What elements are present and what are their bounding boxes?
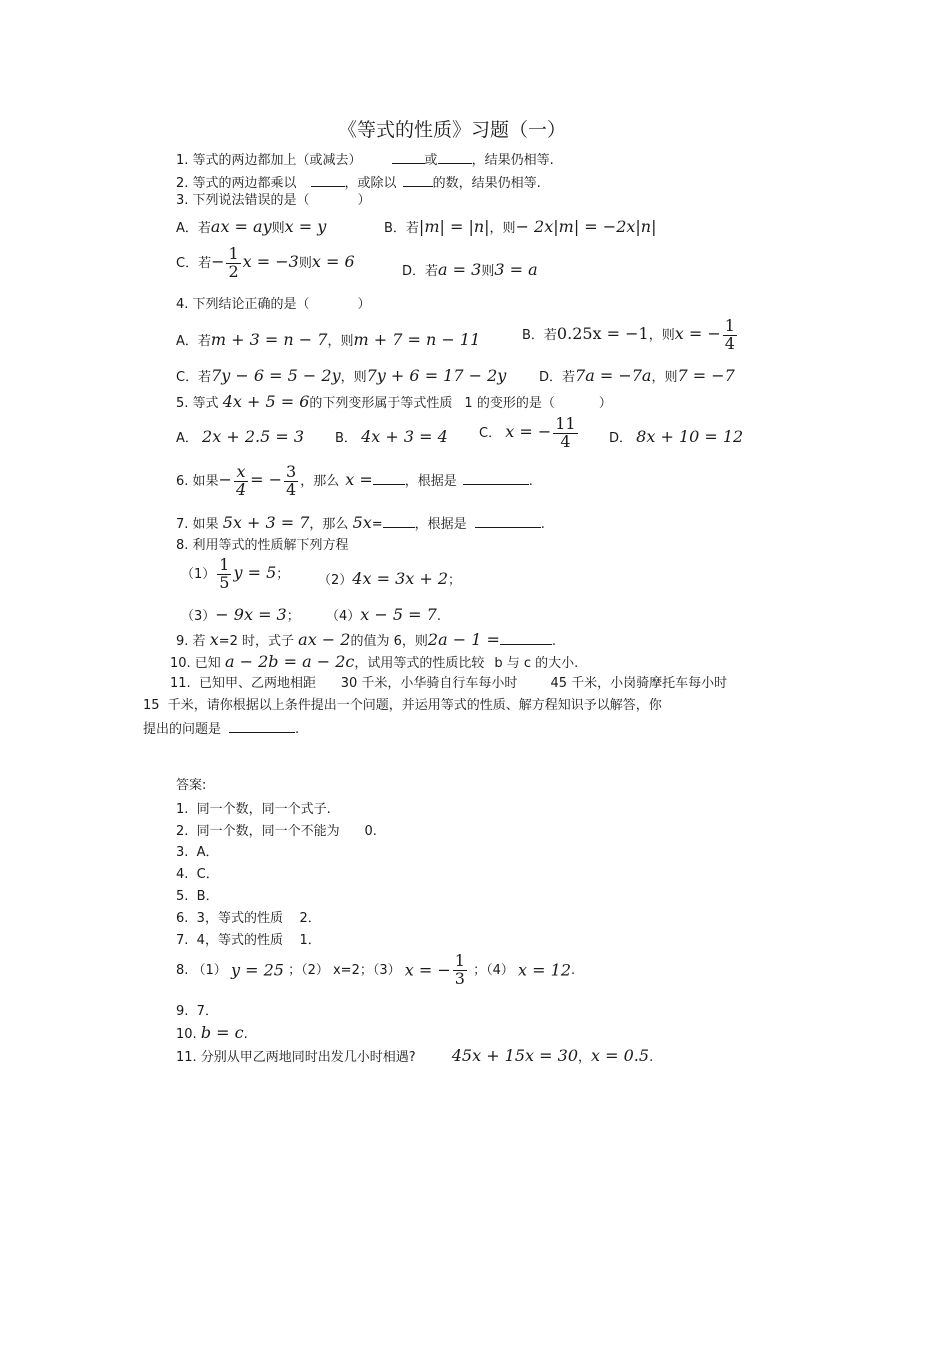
- q3-b-label: B．若: [384, 221, 419, 236]
- q5-option-a: [176, 429, 304, 445]
- q8-p1-denominator: 5: [219, 572, 230, 592]
- q4-c-then: ，则: [340, 370, 367, 385]
- question-4-stem: [176, 298, 371, 311]
- q4-stem-text: 4. 下列结论正确的是（: [176, 297, 310, 312]
- q6-text-c: ，根据是: [404, 473, 457, 489]
- q6-equals: = −: [250, 469, 283, 489]
- q5-c-lhs: x = −: [505, 421, 552, 441]
- q3-option-c: [176, 246, 355, 281]
- q5-d-expr: 8x + 10 = 12: [636, 427, 744, 446]
- a10-expr: b = c: [200, 1023, 244, 1042]
- q5-option-c: [479, 416, 580, 451]
- q6-fraction-1: [234, 464, 248, 499]
- q11-line-3: [143, 720, 299, 736]
- q8-part-4: [326, 607, 441, 623]
- q8-p4-label: （4）: [326, 609, 361, 624]
- a10-end: .: [243, 1027, 248, 1042]
- question-7: [176, 515, 545, 531]
- q9-expr1: ax − 2: [298, 630, 351, 649]
- q4-option-c: [176, 368, 506, 384]
- a10-label: 10.: [176, 1027, 197, 1042]
- q10-expr: a − 2b = a − 2c: [224, 652, 355, 671]
- q3-option-a: [176, 219, 326, 235]
- q4-b-expr1: 0.25x = −1: [556, 323, 649, 343]
- q4-a-expr2: m + 7 = n − 11: [353, 330, 481, 349]
- a8-separator-3: ；（4）: [473, 962, 514, 978]
- q6-var: x =: [345, 469, 373, 489]
- q8-p3-end: ；: [286, 609, 300, 624]
- q1-blank-1[interactable]: [392, 151, 425, 164]
- q4-c-expr2: 7y + 6 = 17 − 2y: [366, 366, 507, 385]
- q11-line3-end: .: [295, 722, 300, 737]
- q10-text-b: ，试用等式的性质比较: [354, 656, 485, 671]
- q5-d-label: D．: [609, 431, 633, 446]
- q5-c-label: C．: [479, 425, 502, 441]
- q8-part-2: [318, 571, 461, 587]
- q3-d-then: 则: [481, 264, 495, 279]
- q6-numerator-2: 3: [286, 462, 297, 481]
- q3-a-label: A．若: [176, 221, 211, 236]
- q5-a-expr: 2x + 2.5 = 3: [202, 427, 305, 446]
- q5-c-numerator: 11: [555, 414, 576, 433]
- question-9: [176, 632, 556, 648]
- q7-text-b: ，那么: [309, 517, 349, 532]
- a11-expr-2: x = 0.5: [591, 1046, 650, 1065]
- q3-b-expr1: |m| = |n|: [418, 217, 490, 236]
- q9-text-d: .: [551, 634, 556, 649]
- q7-equals: =: [371, 517, 383, 532]
- q6-denominator-2: 4: [286, 479, 297, 499]
- q4-close-paren: ）: [357, 297, 371, 312]
- q4-b-label: B．若: [522, 327, 557, 343]
- q5-close-paren: ）: [598, 396, 612, 411]
- q6-denominator-1: 4: [235, 479, 247, 499]
- a11-expr-1: 45x + 15x = 30: [451, 1046, 578, 1065]
- question-2: [176, 174, 541, 190]
- q3-c-then: 则: [298, 255, 312, 271]
- q7-text-d: .: [540, 517, 545, 532]
- question-5-stem: [176, 394, 612, 410]
- a8-expr-4: x = 12: [518, 960, 571, 980]
- q6-fraction-2: [284, 464, 298, 499]
- answer-7: 7. 4，等式的性质 1．: [176, 933, 321, 948]
- q3-stem-text: 3. 下列说法错误的是（: [176, 193, 310, 208]
- question-8-stem: 8. 利用等式的性质解下列方程: [176, 538, 349, 553]
- q1-text-a: 1. 等式的两边都加上（或减去）: [176, 153, 362, 168]
- answer-11: [176, 1048, 653, 1064]
- q9-expr2: 2a − 1 =: [427, 630, 500, 649]
- q6-blank-2[interactable]: [463, 472, 529, 485]
- q3-c-expr1: x = −3: [242, 251, 299, 271]
- q8-p3-label: （3）: [181, 609, 216, 624]
- q8-p1-expr: y = 5: [233, 562, 277, 582]
- q3-close-paren: ）: [357, 193, 371, 208]
- a8-separator-1: ；（2） x=2；（3）: [288, 962, 401, 978]
- q11-line3-text: 提出的问题是: [143, 722, 222, 737]
- q4-option-d: [539, 368, 735, 384]
- q3-option-d: [402, 262, 538, 278]
- q11-blank[interactable]: [229, 720, 295, 733]
- a8-end: .: [571, 962, 576, 978]
- q5-b-label: B．: [335, 431, 357, 446]
- q5-b-expr: 4x + 3 = 4: [361, 427, 448, 446]
- q4-d-expr1: 7a = −7a: [575, 366, 652, 385]
- q9-text-c: 的值为 6，则: [350, 634, 428, 649]
- q10-text-a: 10. 已知: [170, 656, 221, 671]
- a8-numerator: 1: [454, 951, 465, 970]
- q3-c-denominator: 2: [228, 261, 239, 281]
- q2-blank-1[interactable]: [311, 174, 345, 187]
- q6-text-a: 6. 如果: [176, 473, 219, 489]
- answers-heading: 答案:: [176, 778, 207, 793]
- q3-d-expr1: a = 3: [438, 260, 482, 279]
- answer-8: [176, 953, 575, 988]
- q9-var: x: [209, 630, 219, 649]
- a8-expr-1: y = 25: [230, 960, 284, 980]
- q5-text-b: 的下列变形属于等式性质: [309, 396, 453, 411]
- q5-option-d: [609, 429, 743, 445]
- q4-b-denominator: 4: [724, 333, 735, 353]
- q7-expr: 5x + 3 = 7: [222, 513, 310, 532]
- question-10: [170, 654, 578, 670]
- answer-1: 1. 同一个数，同一个式子.: [176, 802, 331, 817]
- q3-a-expr1: ax = ay: [210, 217, 272, 236]
- q3-b-expr2: − 2x|m| = −2x|n|: [515, 217, 657, 236]
- q4-a-expr1: m + 3 = n − 7: [210, 330, 328, 349]
- q5-option-b: [335, 429, 448, 445]
- q5-text-c: 1 的变形的是（: [464, 396, 555, 411]
- q8-p1-numerator: 1: [219, 555, 230, 574]
- q2-text-a: 2. 等式的两边都乘以: [176, 176, 297, 191]
- q5-text-a: 5. 等式: [176, 396, 219, 411]
- a8-label: 8. （1）: [176, 962, 227, 978]
- q8-part-1: [181, 557, 289, 592]
- q7-text-a: 7. 如果: [176, 517, 219, 532]
- q2-blank-2[interactable]: [403, 174, 433, 187]
- q4-a-label: A．若: [176, 334, 211, 349]
- answer-9: 9. 7．: [176, 1004, 218, 1019]
- question-3-stem: [176, 194, 371, 207]
- q6-text-d: .: [528, 473, 533, 489]
- q8-p1-label: （1）: [181, 566, 216, 582]
- q3-d-expr2: 3 = a: [494, 260, 538, 279]
- q5-a-label: A．: [176, 431, 198, 446]
- q8-p4-end: .: [436, 609, 441, 624]
- q3-c-numerator: 1: [228, 244, 239, 263]
- q7-blank-2[interactable]: [475, 515, 541, 528]
- q3-c-label: C．若: [176, 255, 212, 271]
- q3-b-then: ，则: [489, 221, 516, 236]
- q6-numerator-1: x: [234, 464, 248, 482]
- q8-p4-expr: x − 5 = 7: [360, 605, 437, 624]
- q6-text-b: ，那么: [300, 473, 340, 489]
- q4-b-lhs: x = −: [674, 323, 721, 343]
- a8-fraction: [453, 953, 467, 988]
- q11-line-1: 11. 已知甲、乙两地相距 30 千米，小华骑自行车每小时 45 千米，小岗骑摩托车每小时: [170, 676, 728, 691]
- q5-expr: 4x + 5 = 6: [222, 392, 310, 411]
- q4-c-label: C．若: [176, 370, 212, 385]
- q1-blank-2[interactable]: [438, 151, 472, 164]
- q3-c-fraction: [226, 246, 240, 281]
- q7-blank-1[interactable]: [383, 515, 415, 528]
- page-title: 《等式的性质》习题（一）: [338, 119, 567, 141]
- q9-blank[interactable]: [500, 632, 552, 645]
- q4-d-label: D．若: [539, 370, 576, 385]
- q4-option-a: [176, 332, 480, 348]
- q4-b-numerator: 1: [724, 316, 735, 335]
- q4-b-fraction: [723, 318, 737, 353]
- q8-p2-expr: 4x = 3x + 2: [352, 569, 449, 588]
- q2-text-c: 的数，结果仍相等.: [432, 176, 541, 191]
- q8-p3-expr: − 9x = 3: [215, 605, 287, 624]
- q3-option-b: [384, 219, 656, 235]
- q8-p2-label: （2）: [318, 573, 353, 588]
- answer-6: 6. 3，等式的性质 2．: [176, 911, 321, 926]
- q5-c-fraction: [553, 416, 577, 451]
- q3-a-expr2: x = y: [284, 217, 327, 236]
- q8-p2-end: ；: [448, 573, 462, 588]
- q4-option-b: [522, 318, 739, 353]
- q8-p1-end: ；: [276, 566, 290, 582]
- answer-3: 3. A．: [176, 845, 219, 860]
- q3-c-expr2: x = 6: [311, 251, 355, 271]
- a8-denominator: 3: [454, 968, 465, 988]
- answer-10: [176, 1025, 248, 1041]
- q3-d-label: D．若: [402, 264, 439, 279]
- q7-var: 5x: [352, 513, 372, 532]
- q9-text-b: =2 时，式子: [218, 634, 295, 649]
- q11-line-2: 15 千米，请你根据以上条件提出一个问题，并运用等式的性质、解方程知识予以解答，你: [143, 698, 662, 713]
- q4-a-then: ，则: [327, 334, 354, 349]
- question-1: [176, 151, 554, 167]
- q1-text-c: ，结果仍相等.: [471, 153, 554, 168]
- a11-separator: ，: [578, 1050, 592, 1065]
- q4-d-then: ，则: [651, 370, 678, 385]
- q4-d-expr2: 7 = −7: [677, 366, 735, 385]
- question-6: [176, 464, 533, 499]
- q6-minus: −: [218, 469, 232, 489]
- q9-text-a: 9. 若: [176, 634, 206, 649]
- a11-end: .: [649, 1050, 654, 1065]
- q3-c-minus: −: [211, 251, 225, 271]
- a11-label: 11. 分别从甲乙两地同时出发几小时相遇?: [176, 1050, 416, 1065]
- answer-5: 5. B．: [176, 889, 219, 904]
- q2-text-b: ，或除以: [344, 176, 397, 191]
- a8-expr-3-lhs: x = −: [404, 960, 451, 980]
- q8-p1-fraction: [217, 557, 231, 592]
- q7-text-c: ，根据是: [414, 517, 467, 532]
- q5-c-denominator: 4: [560, 431, 571, 451]
- q4-c-expr1: 7y − 6 = 5 − 2y: [211, 366, 341, 385]
- answer-2: 2. 同一个数，同一个不能为 0.: [176, 824, 377, 839]
- answer-4: 4. C．: [176, 867, 219, 882]
- q10-text-c: b 与 c 的大小.: [494, 656, 579, 671]
- q4-b-then: ，则: [648, 327, 675, 343]
- q8-part-3: [181, 607, 300, 623]
- q3-a-then: 则: [271, 221, 285, 236]
- q6-blank-1[interactable]: [373, 472, 405, 485]
- q1-text-b: 或: [424, 153, 438, 168]
